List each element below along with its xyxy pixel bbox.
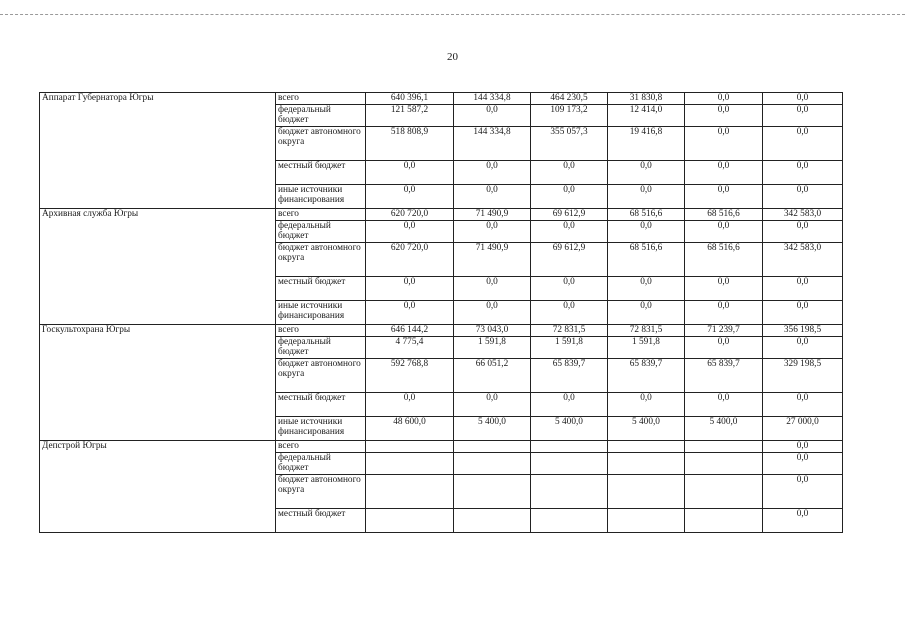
funding-source-cell: бюджет автономного округа	[276, 243, 366, 277]
funding-source-cell: бюджет автономного округа	[276, 475, 366, 509]
amount-cell	[454, 475, 531, 509]
funding-source-cell: федеральный бюджет	[276, 453, 366, 475]
amount-cell: 4 775,4	[366, 337, 454, 359]
funding-source-cell: местный бюджет	[276, 393, 366, 417]
amount-cell: 48 600,0	[366, 417, 454, 441]
amount-cell: 640 396,1	[366, 93, 454, 105]
amount-cell: 65 839,7	[608, 359, 685, 393]
amount-cell: 0,0	[366, 277, 454, 301]
amount-cell: 0,0	[608, 277, 685, 301]
amount-cell: 0,0	[763, 301, 843, 325]
amount-cell: 72 831,5	[531, 325, 608, 337]
amount-cell: 5 400,0	[608, 417, 685, 441]
amount-cell: 0,0	[608, 221, 685, 243]
amount-cell: 68 516,6	[685, 243, 763, 277]
amount-cell: 0,0	[763, 185, 843, 209]
funding-source-cell: местный бюджет	[276, 277, 366, 301]
funding-source-cell: федеральный бюджет	[276, 105, 366, 127]
funding-source-cell: иные источники финансирования	[276, 301, 366, 325]
amount-cell: 0,0	[454, 221, 531, 243]
amount-cell: 71 490,9	[454, 209, 531, 221]
amount-cell: 31 830,8	[608, 93, 685, 105]
amount-cell	[366, 453, 454, 475]
amount-cell: 65 839,7	[531, 359, 608, 393]
amount-cell: 0,0	[366, 161, 454, 185]
amount-cell: 71 490,9	[454, 243, 531, 277]
table-row	[40, 441, 843, 453]
amount-cell	[531, 441, 608, 453]
funding-source-cell: федеральный бюджет	[276, 337, 366, 359]
amount-cell: 12 414,0	[608, 105, 685, 127]
amount-cell: 646 144,2	[366, 325, 454, 337]
amount-cell: 0,0	[531, 161, 608, 185]
amount-cell: 69 612,9	[531, 243, 608, 277]
amount-cell: 0,0	[366, 301, 454, 325]
funding-source-cell: всего	[276, 325, 366, 337]
amount-cell: 0,0	[763, 509, 843, 533]
organization-name-cell: Архивная служба Югры	[40, 209, 276, 325]
organization-name-cell: Аппарат Губернатора Югры	[40, 93, 276, 209]
amount-cell: 518 808,9	[366, 127, 454, 161]
amount-cell: 73 043,0	[454, 325, 531, 337]
amount-cell: 68 516,6	[608, 209, 685, 221]
amount-cell: 0,0	[531, 301, 608, 325]
amount-cell: 0,0	[763, 105, 843, 127]
amount-cell: 0,0	[366, 221, 454, 243]
amount-cell: 592 768,8	[366, 359, 454, 393]
amount-cell	[454, 441, 531, 453]
amount-cell: 71 239,7	[685, 325, 763, 337]
amount-cell: 121 587,2	[366, 105, 454, 127]
amount-cell	[531, 453, 608, 475]
amount-cell	[366, 441, 454, 453]
amount-cell: 0,0	[763, 161, 843, 185]
funding-source-cell: всего	[276, 209, 366, 221]
amount-cell: 69 612,9	[531, 209, 608, 221]
amount-cell: 0,0	[763, 337, 843, 359]
amount-cell: 0,0	[763, 441, 843, 453]
amount-cell: 19 416,8	[608, 127, 685, 161]
amount-cell	[608, 509, 685, 533]
amount-cell	[685, 509, 763, 533]
amount-cell: 5 400,0	[454, 417, 531, 441]
funding-source-cell: иные источники финансирования	[276, 185, 366, 209]
amount-cell	[685, 453, 763, 475]
amount-cell: 0,0	[454, 185, 531, 209]
amount-cell: 620 720,0	[366, 209, 454, 221]
funding-source-cell: бюджет автономного округа	[276, 127, 366, 161]
amount-cell: 0,0	[763, 221, 843, 243]
budget-table	[39, 92, 843, 533]
amount-cell: 0,0	[685, 161, 763, 185]
amount-cell: 1 591,8	[531, 337, 608, 359]
amount-cell: 0,0	[454, 393, 531, 417]
amount-cell	[454, 453, 531, 475]
funding-source-cell: федеральный бюджет	[276, 221, 366, 243]
amount-cell: 72 831,5	[608, 325, 685, 337]
amount-cell: 5 400,0	[531, 417, 608, 441]
amount-cell: 0,0	[763, 277, 843, 301]
amount-cell: 342 583,0	[763, 209, 843, 221]
amount-cell: 620 720,0	[366, 243, 454, 277]
amount-cell: 0,0	[685, 185, 763, 209]
amount-cell: 0,0	[685, 277, 763, 301]
amount-cell: 1 591,8	[608, 337, 685, 359]
amount-cell: 68 516,6	[608, 243, 685, 277]
amount-cell: 144 334,8	[454, 127, 531, 161]
amount-cell: 0,0	[685, 393, 763, 417]
amount-cell: 0,0	[454, 277, 531, 301]
funding-source-cell: всего	[276, 93, 366, 105]
amount-cell: 0,0	[531, 277, 608, 301]
amount-cell: 0,0	[608, 161, 685, 185]
amount-cell	[685, 475, 763, 509]
amount-cell	[608, 453, 685, 475]
amount-cell: 109 173,2	[531, 105, 608, 127]
amount-cell: 0,0	[763, 453, 843, 475]
amount-cell: 0,0	[454, 301, 531, 325]
amount-cell: 0,0	[685, 337, 763, 359]
amount-cell: 355 057,3	[531, 127, 608, 161]
amount-cell	[454, 509, 531, 533]
amount-cell	[608, 441, 685, 453]
amount-cell: 0,0	[763, 393, 843, 417]
amount-cell	[685, 441, 763, 453]
budget-table-body	[40, 93, 843, 533]
table-row	[40, 209, 843, 221]
amount-cell: 0,0	[685, 301, 763, 325]
amount-cell	[531, 475, 608, 509]
funding-source-cell: всего	[276, 441, 366, 453]
amount-cell: 0,0	[531, 221, 608, 243]
amount-cell: 342 583,0	[763, 243, 843, 277]
amount-cell: 27 000,0	[763, 417, 843, 441]
amount-cell: 1 591,8	[454, 337, 531, 359]
amount-cell: 65 839,7	[685, 359, 763, 393]
amount-cell: 68 516,6	[685, 209, 763, 221]
amount-cell: 0,0	[608, 393, 685, 417]
amount-cell	[531, 509, 608, 533]
funding-source-cell: местный бюджет	[276, 161, 366, 185]
amount-cell: 0,0	[685, 105, 763, 127]
amount-cell: 0,0	[608, 185, 685, 209]
table-row	[40, 325, 843, 337]
amount-cell: 0,0	[685, 93, 763, 105]
amount-cell: 0,0	[685, 221, 763, 243]
funding-source-cell: местный бюджет	[276, 509, 366, 533]
page-number: 20	[447, 51, 458, 63]
amount-cell: 5 400,0	[685, 417, 763, 441]
amount-cell: 329 198,5	[763, 359, 843, 393]
amount-cell: 66 051,2	[454, 359, 531, 393]
amount-cell	[366, 509, 454, 533]
organization-name-cell: Госкультохрана Югры	[40, 325, 276, 441]
amount-cell: 464 230,5	[531, 93, 608, 105]
amount-cell: 0,0	[763, 127, 843, 161]
table-row	[40, 93, 843, 105]
amount-cell	[366, 475, 454, 509]
amount-cell: 0,0	[763, 475, 843, 509]
amount-cell: 0,0	[366, 393, 454, 417]
funding-source-cell: бюджет автономного округа	[276, 359, 366, 393]
funding-source-cell: иные источники финансирования	[276, 417, 366, 441]
amount-cell: 0,0	[763, 93, 843, 105]
amount-cell: 0,0	[366, 185, 454, 209]
amount-cell: 0,0	[685, 127, 763, 161]
scan-top-edge-line	[0, 14, 905, 15]
amount-cell: 0,0	[454, 161, 531, 185]
amount-cell: 0,0	[454, 105, 531, 127]
amount-cell: 0,0	[531, 185, 608, 209]
amount-cell: 144 334,8	[454, 93, 531, 105]
organization-name-cell: Депстрой Югры	[40, 441, 276, 533]
amount-cell	[608, 475, 685, 509]
amount-cell: 356 198,5	[763, 325, 843, 337]
amount-cell: 0,0	[608, 301, 685, 325]
amount-cell: 0,0	[531, 393, 608, 417]
